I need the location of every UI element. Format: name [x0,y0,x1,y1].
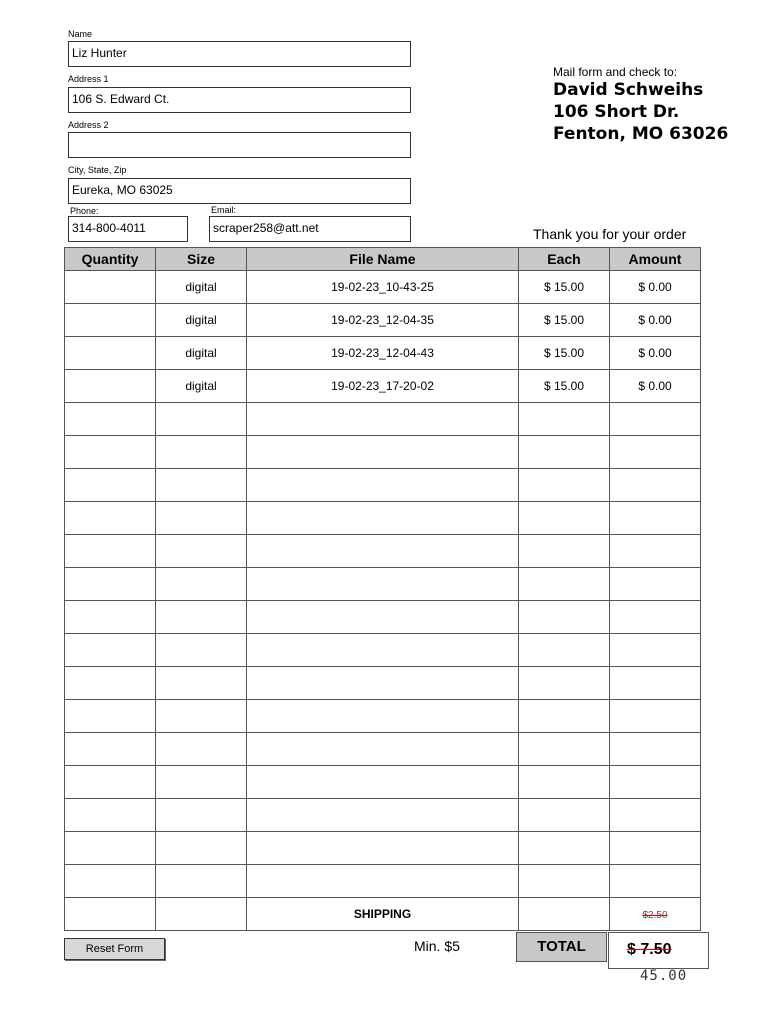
size-cell [156,568,247,601]
quantity-cell[interactable] [65,403,156,436]
quantity-cell[interactable] [65,535,156,568]
amount-cell: $ 0.00 [610,271,701,304]
min-shipping-note: Min. $5 [414,938,460,954]
file-name-cell: 19-02-23_12-04-43 [247,337,519,370]
amount-cell [610,865,701,898]
empty-table-row [65,502,701,535]
amount-cell: $ 0.00 [610,304,701,337]
amount-cell [610,568,701,601]
empty-table-row [65,667,701,700]
size-cell [156,832,247,865]
file-name-cell: 19-02-23_17-20-02 [247,370,519,403]
each-cell [519,436,610,469]
size-cell: digital [156,337,247,370]
shipping-label: SHIPPING [247,898,519,931]
shipping-amount-cell [610,898,701,931]
name-field[interactable]: Liz Hunter [68,41,411,67]
file-name-cell [247,469,519,502]
quantity-cell[interactable] [65,502,156,535]
quantity-cell[interactable] [65,436,156,469]
amount-cell [610,832,701,865]
header-each: Each [519,248,610,271]
each-cell [519,733,610,766]
each-cell [519,568,610,601]
size-cell [156,535,247,568]
address2-field[interactable] [68,132,411,158]
each-cell [519,700,610,733]
each-cell [519,634,610,667]
mail-to-street: 106 Short Dr. [553,102,680,122]
quantity-cell[interactable] [65,799,156,832]
amount-cell [610,535,701,568]
amount-cell [610,601,701,634]
size-cell [156,502,247,535]
mail-to-name: David Schweihs [553,80,704,100]
mail-to-city: Fenton, MO 63026 [553,124,729,144]
file-name-cell [247,799,519,832]
each-cell: $ 15.00 [519,337,610,370]
amount-cell [610,502,701,535]
quantity-cell[interactable] [65,733,156,766]
file-name-cell [247,700,519,733]
size-cell [156,601,247,634]
each-cell: $ 15.00 [519,304,610,337]
amount-cell [610,766,701,799]
amount-cell [610,733,701,766]
each-cell: $ 15.00 [519,370,610,403]
size-cell [156,865,247,898]
thank-you-note: Thank you for your order [533,226,687,242]
quantity-cell[interactable] [65,832,156,865]
file-name-cell [247,766,519,799]
file-name-cell [247,436,519,469]
size-cell [156,436,247,469]
amount-cell [610,700,701,733]
total-label: TOTAL [516,932,607,962]
phone-field[interactable]: 314-800-4011 [68,216,188,242]
amount-cell [610,667,701,700]
reset-form-button[interactable]: Reset Form [64,938,165,960]
total-box [608,932,709,969]
shipping-size-cell [156,898,247,931]
empty-table-row [65,766,701,799]
size-cell: digital [156,370,247,403]
size-cell [156,799,247,832]
empty-table-row [65,403,701,436]
size-cell: digital [156,304,247,337]
size-cell [156,469,247,502]
file-name-cell [247,601,519,634]
file-name-cell [247,733,519,766]
empty-table-row [65,832,701,865]
each-cell [519,799,610,832]
shipping-quantity-cell [65,898,156,931]
each-cell [519,403,610,436]
each-cell [519,766,610,799]
file-name-cell [247,832,519,865]
each-cell [519,535,610,568]
amount-cell [610,799,701,832]
amount-cell: $ 0.00 [610,370,701,403]
file-name-cell [247,502,519,535]
file-name-cell [247,634,519,667]
each-cell [519,667,610,700]
quantity-cell[interactable] [65,304,156,337]
total-new-value: 45.00 [640,968,688,984]
order-table [64,247,701,931]
size-cell: digital [156,271,247,304]
quantity-cell[interactable] [65,469,156,502]
table-header-row [65,248,701,271]
quantity-cell[interactable] [65,766,156,799]
empty-table-row [65,601,701,634]
each-cell [519,469,610,502]
address1-label: Address 1 [68,74,109,84]
amount-cell [610,634,701,667]
header-file-name: File Name [247,248,519,271]
quantity-cell[interactable] [65,271,156,304]
quantity-cell[interactable] [65,601,156,634]
city-field[interactable]: Eureka, MO 63025 [68,178,411,204]
empty-table-row [65,700,701,733]
quantity-cell[interactable] [65,634,156,667]
each-cell: $ 15.00 [519,271,610,304]
quantity-cell[interactable] [65,568,156,601]
file-name-cell [247,865,519,898]
each-cell [519,601,610,634]
each-cell [519,502,610,535]
quantity-cell[interactable] [65,370,156,403]
total-old-value: $ 7.50 [627,941,672,958]
amount-cell [610,469,701,502]
email-field[interactable]: scraper258@att.net [209,216,411,242]
file-name-cell [247,403,519,436]
phone-label: Phone: [70,206,99,216]
size-cell [156,667,247,700]
quantity-cell[interactable] [65,667,156,700]
empty-table-row [65,634,701,667]
file-name-cell: 19-02-23_10-43-25 [247,271,519,304]
quantity-cell[interactable] [65,337,156,370]
shipping-row [65,898,701,931]
each-cell [519,865,610,898]
table-row [65,337,701,370]
empty-table-row [65,535,701,568]
file-name-cell [247,667,519,700]
file-name-cell [247,568,519,601]
header-quantity: Quantity [65,248,156,271]
size-cell [156,700,247,733]
amount-cell: $ 0.00 [610,337,701,370]
size-cell [156,766,247,799]
size-cell [156,733,247,766]
each-cell [519,832,610,865]
name-label: Name [68,29,93,39]
size-cell [156,634,247,667]
empty-table-row [65,568,701,601]
shipping-each-cell [519,898,610,931]
empty-table-row [65,436,701,469]
header-amount: Amount [610,248,701,271]
header-size: Size [156,248,247,271]
quantity-cell[interactable] [65,700,156,733]
address1-field[interactable]: 106 S. Edward Ct. [68,87,411,113]
quantity-cell[interactable] [65,865,156,898]
table-row [65,370,701,403]
amount-cell [610,403,701,436]
empty-table-row [65,799,701,832]
empty-table-row [65,865,701,898]
address2-label: Address 2 [68,120,109,130]
empty-table-row [65,733,701,766]
table-row [65,304,701,337]
file-name-cell: 19-02-23_12-04-35 [247,304,519,337]
city-label: City, State, Zip [68,165,127,175]
file-name-cell [247,535,519,568]
table-row [65,271,701,304]
mail-to-label: Mail form and check to: [553,65,678,79]
email-label: Email: [211,205,237,215]
empty-table-row [65,469,701,502]
shipping-value: $2.50 [642,910,668,921]
size-cell [156,403,247,436]
amount-cell [610,436,701,469]
